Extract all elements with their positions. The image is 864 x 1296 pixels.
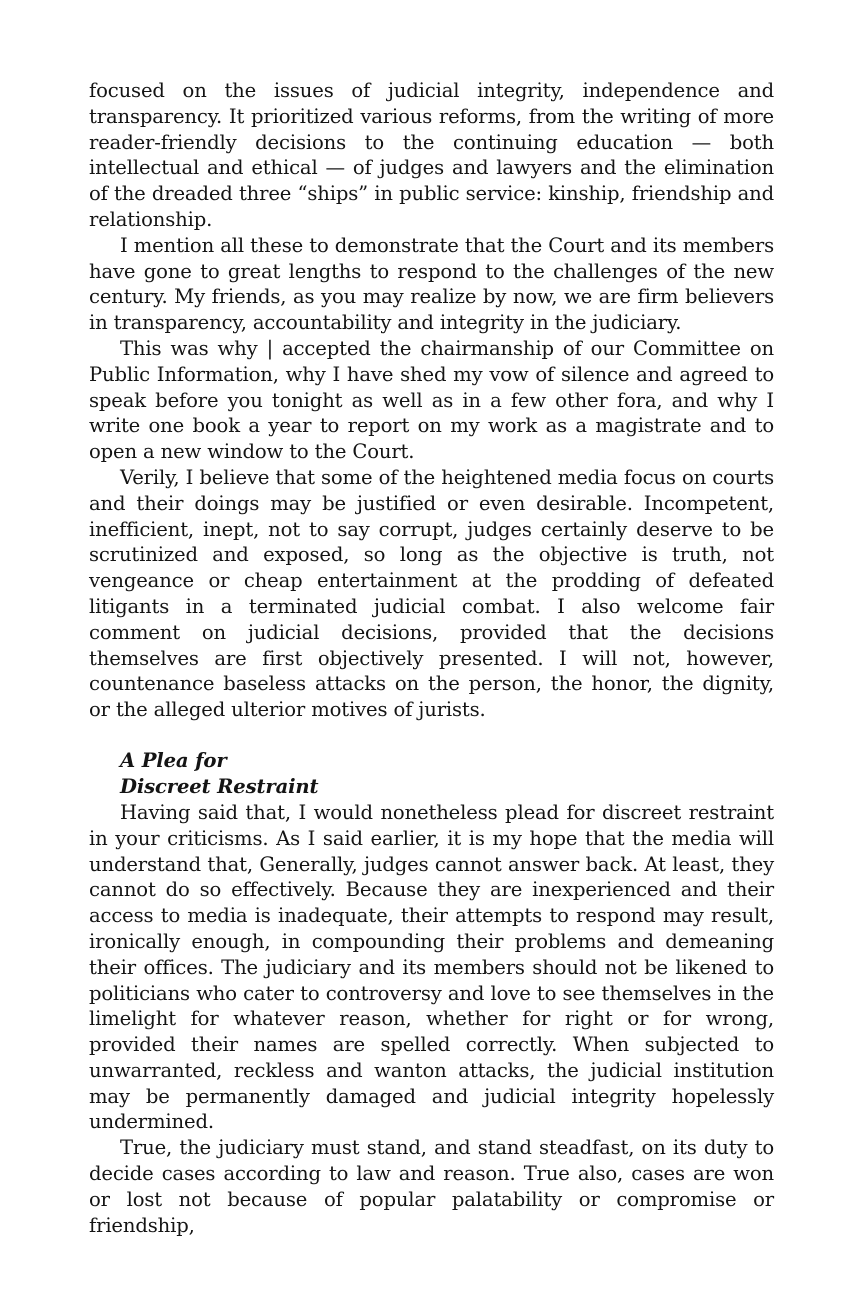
book-page: [89, 78, 774, 1238]
section-heading: [120, 748, 774, 800]
section-heading-line-2: Discreet Restraint: [120, 774, 319, 798]
paragraph: I mention all these to demonstrate that the Court and its members have gone to great lengths to respond to the challenges of the new century. My friends, as you may realize by now, we are firm believers in transparency, accountability and integrity in the judiciary.: [89, 233, 774, 335]
section-heading-line-1: A Plea for: [120, 748, 227, 772]
paragraph: focused on the issues of judicial integrity, independence and transparency. It prioritized various reforms, from the writing of more reader-friendly decisions to the continuing education — both intellectual and ethical — of judges and lawyers and the elimination of the dreaded three “ships” in public service: kinship, friendship and relationship.: [89, 79, 774, 231]
paragraph: True, the judiciary must stand, and stand steadfast, on its duty to decide cases according to law and reason. True also, cases are won or lost not because of popular palatability or compromise or friendship,: [89, 1136, 774, 1237]
paragraph: Verily, I believe that some of the heightened media focus on courts and their doings may be justified or even desirable. Incompetent, inefficient, inept, not to say corrupt, judges certainly deserve to be scrutinized and exposed, so long as the objective is truth, not vengeance or cheap entertainment at the prodding of defeated litigants in a terminated judicial combat. I also welcome fair comment on judicial decisions, provided that the decisions themselves are first objectively presented. I will not, however, countenance baseless attacks on the person, the honor, the dignity, or the alleged ulterior motives of jurists.: [89, 465, 774, 722]
paragraph: This was why | accepted the chairmanship of our Committee on Public Information, why I have shed my vow of silence and agreed to speak before you tonight as well as in a few other fora, and why I write one book a year to report on my work as a magistrate and to open a new window to the Court.: [89, 336, 774, 464]
paragraph: Having said that, I would nonetheless plead for discreet restraint in your criticisms. As I said earlier, it is my hope that the media will understand that, Generally, judges cannot answer back. At least, they cannot do so effectively. Because they are inexperienced and their access to media is inadequate, their attempts to respond may result, ironically enough, in compounding their problems and demeaning their offices. The judiciary and its members should not be likened to politicians who cater to controversy and love to see themselves in the limelight for whatever reason, whether for right or for wrong, provided their names are spelled correctly. When subjected to unwarranted, reckless and wanton attacks, the judicial institution may be permanently damaged and judicial integrity hopelessly undermined.: [89, 800, 774, 1134]
